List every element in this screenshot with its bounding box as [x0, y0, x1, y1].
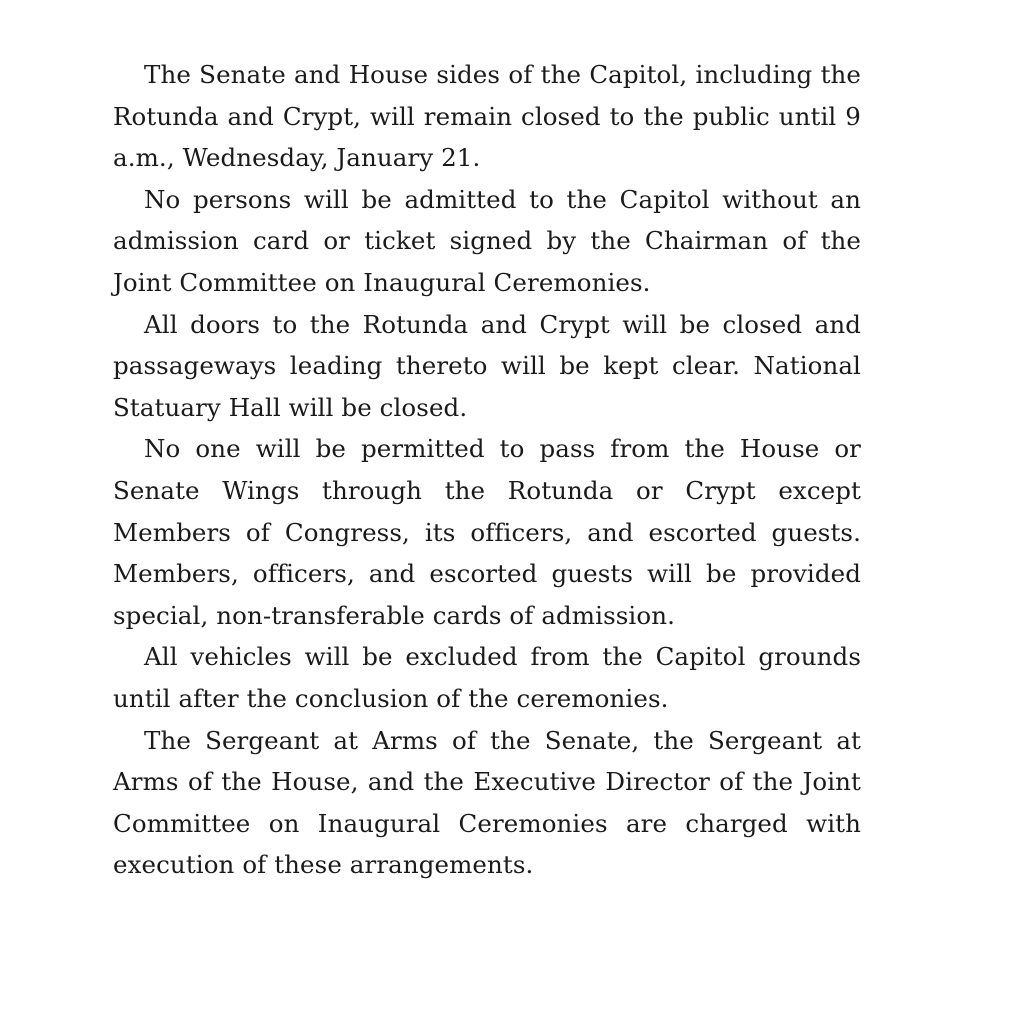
- paragraph-vehicles-excluded: All vehicles will be excluded from the Capitol grounds until after the conclusion of the ceremonies.: [113, 642, 861, 713]
- paragraph-passage-restriction: No one will be permitted to pass from the House or Senate Wings through the Rotunda or Crypt except Members of Congress, its officers, and escorted guests. Members, officers, and escorted guests will be provided special, non-transferable cards of admission.: [113, 434, 861, 630]
- document-body: [113, 54, 861, 886]
- paragraph-capitol-closure: The Senate and House sides of the Capitol, including the Rotunda and Crypt, will remain closed to the public until 9 a.m., Wednesday, January 21.: [113, 60, 861, 173]
- paragraph-doors-closed: All doors to the Rotunda and Crypt will be closed and passageways leading thereto will be kept clear. National Statuary Hall will be closed.: [113, 309, 861, 422]
- paragraph-admission-card: No persons will be admitted to the Capitol without an admission card or ticket signed by the Chairman of the Joint Committee on Inaugural Ceremonies.: [113, 184, 861, 297]
- paragraph-sergeant-at-arms: The Sergeant at Arms of the Senate, the Sergeant at Arms of the House, and the Executive Director of the Joint Committee on Inaugural Ceremonies are charged with execution of these arrangements.: [113, 725, 861, 880]
